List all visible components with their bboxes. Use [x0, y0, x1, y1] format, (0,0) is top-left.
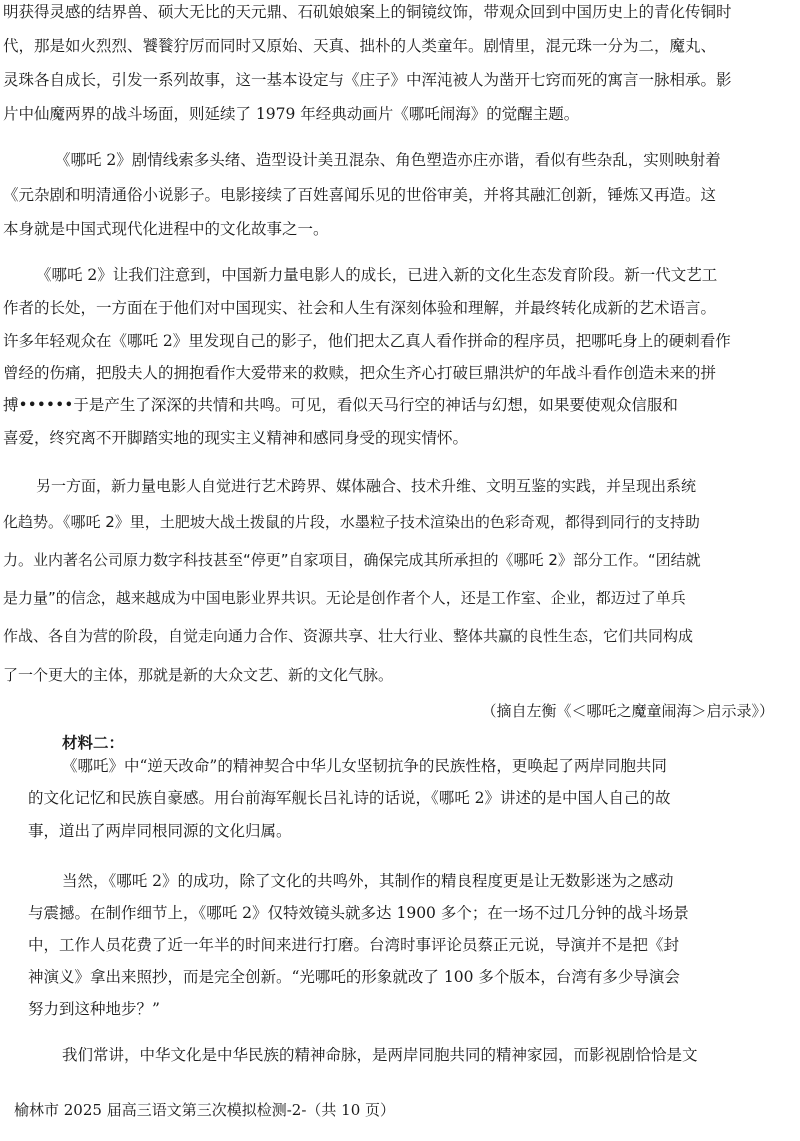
text-line: 的文化记忆和民族自豪感。用台前海军舰长吕礼诗的话说，《哪吒 2》讲述的是中国人自己的故 — [28, 789, 671, 807]
text-line: 明获得灵感的结界兽、硕大无比的天元鼎、石矶娘娘案上的铜镜纹饰，带观众回到中国历史上的青化传铜时 — [3, 3, 732, 21]
source-citation: （摘自左衡《＜哪吒之魔童闹海＞启示录》） — [481, 702, 774, 720]
text-line: 许多年轻观众在《哪吒 2》里发现自己的影子，他们把太乙真人看作拼命的程序员，把哪吒身上的硬刺看作 — [3, 332, 731, 350]
text-line: 喜爱，终究离不开脚踏实地的现实主义精神和感同身受的现实情怀。 — [3, 429, 469, 447]
text-line: 努力到这种地步？” — [28, 1000, 160, 1018]
text-line: 神演义》拿出来照抄，而是完全创新。“光哪吒的形象就改了 100 多个版本，台湾有多少导演会 — [28, 968, 680, 986]
text-line: 代，那是如火烈烈、饕餮狞厉而同时又原始、天真、拙朴的人类童年。剧情里，混元珠一分为二，魔丸、 — [3, 37, 717, 55]
text-line: 本身就是中国式现代化进程中的文化故事之一。 — [3, 220, 329, 238]
text-line: 作者的长处，一方面在于他们对中国现实、社会和人生有深刻体验和理解，并最终转化成新的艺术语言。 — [3, 299, 717, 317]
text-line: 当然，《哪吒 2》的成功，除了文化的共鸣外，其制作的精良程度更是让无数影迷为之感动 — [62, 872, 674, 890]
section-heading: 材料二： — [62, 733, 125, 752]
text-line: 《哪吒 2》让我们注意到，中国新力量电影人的成长，已进入新的文化生态发育阶段。新一代文艺工 — [36, 266, 718, 284]
text-line: 《哪吒》中“逆天改命”的精神契合中华儿女坚韧抗争的民族性格，更唤起了两岸同胞共同 — [62, 757, 667, 775]
text-line: 《元杂剧和明清通俗小说影子。电影接续了百姓喜闻乐见的世俗审美，并将其融汇创新，锤炼又再造。这 — [3, 186, 717, 204]
text-line: 了一个更大的主体，那就是新的大众文艺、新的文化气脉。 — [3, 666, 394, 684]
page-footer: 榆林市 2025 届高三语文第三次模拟检测-2-（共 10 页） — [14, 1101, 396, 1119]
text-line: 与震撼。在制作细节上，《哪吒 2》仅特效镜头就多达 1900 多个；在一场不过几分钟的战斗场景 — [28, 904, 689, 922]
text-line: 曾经的伤痛，把殷夫人的拥抱看作大爱带来的救赎，把众生齐心打破巨鼎洪炉的年战斗看作创造未来的拼 — [3, 364, 717, 382]
text-line: 作战、各自为营的阶段，自觉走向通力合作、资源共享、壮大行业、整体共赢的良性生态，它们共同构成 — [3, 627, 694, 645]
text-line: 事，道出了两岸同根同源的文化归属。 — [28, 822, 292, 840]
text-line: 《哪吒 2》剧情线索多头绪、造型设计美丑混杂、角色塑造亦庄亦谐，看似有些杂乱，实则映射着 — [55, 151, 721, 169]
text-line: 中，工作人员花费了近一年半的时间来进行打磨。台湾时事评论员蔡正元说，导演并不是把《封 — [28, 936, 680, 954]
text-line: 另一方面，新力量电影人自觉进行艺术跨界、媒体融合、技术升维、文明互鉴的实践，并呈现出系统 — [36, 477, 697, 495]
text-line: 力。业内著名公司原力数字科技甚至“停更”自家项目，确保完成其所承担的《哪吒 2》部分工作。“团结就 — [3, 551, 701, 569]
text-line: 片中仙魔两界的战斗场面，则延续了 1979 年经典动画片《哪吒闹海》的觉醒主题。 — [3, 105, 580, 123]
text-line: 化趋势。《哪吒 2》里，土肥坡大战土拨鼠的片段，水墨粒子技术渲染出的色彩奇观，都得到同行的支持助 — [3, 513, 700, 531]
text-line: 是力量”的信念，越来越成为中国电影业界共识。无论是创作者个人，还是工作室、企业，都迈过了单兵 — [3, 589, 686, 607]
text-line: 搏••••••于是产生了深深的共情和共鸣。可见，看似天马行空的神话与幻想，如果要使观众信服和 — [3, 396, 678, 414]
text-line: 灵珠各自成长，引发一系列故事，这一基本设定与《庄子》中浑沌被人为凿开七窍而死的寓言一脉相承。影 — [3, 71, 732, 89]
text-line: 我们常讲，中华文化是中华民族的精神命脉，是两岸同胞共同的精神家园，而影视剧恰恰是文 — [62, 1046, 698, 1064]
